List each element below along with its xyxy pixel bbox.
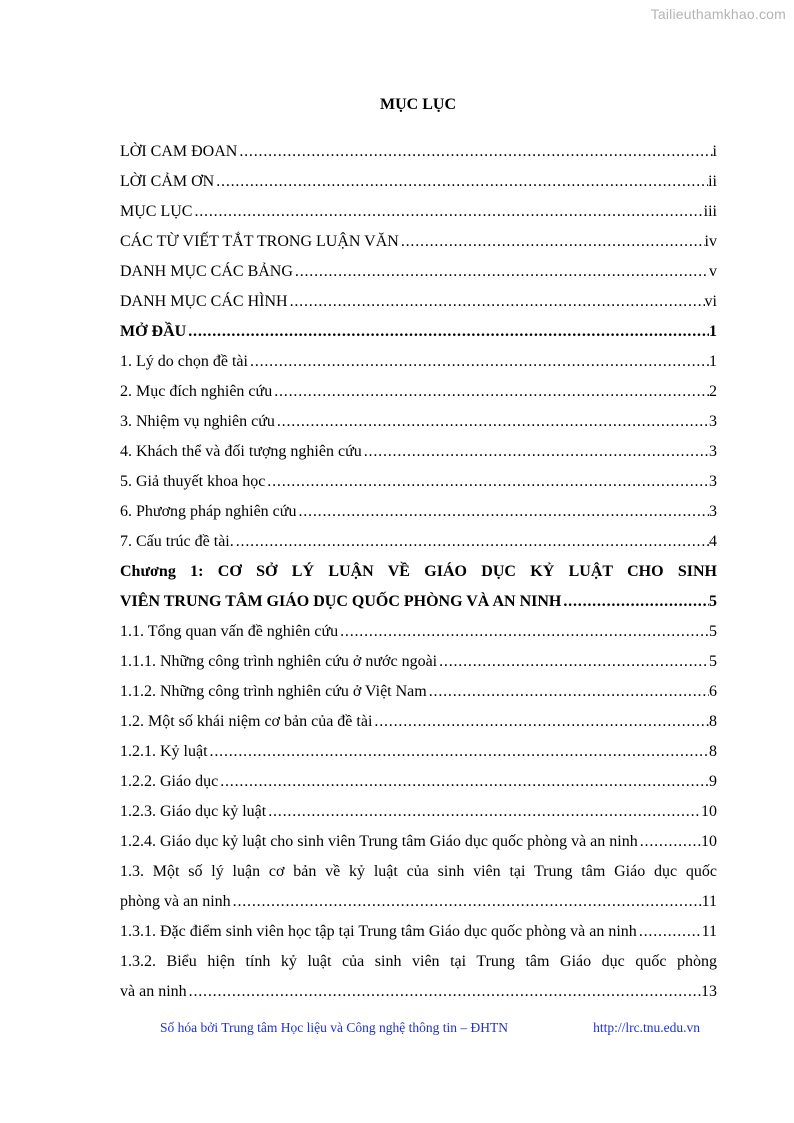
toc-entry-label: 1. Lý do chọn đề tài [120, 353, 248, 370]
dot-leader [638, 827, 701, 857]
toc-entry-page: ii [708, 173, 717, 190]
toc-entry-page: 6 [709, 683, 717, 700]
toc-entry-page: 13 [701, 983, 717, 1000]
toc-entry-label: DANH MỤC CÁC BẢNG [120, 263, 293, 280]
toc-entry-label: CÁC TỪ VIẾT TẮT TRONG LUẬN VĂN [120, 233, 399, 250]
toc-entry-page: 8 [709, 713, 717, 730]
toc-entry[interactable] [120, 227, 717, 257]
dot-leader [437, 647, 709, 677]
dot-leader [338, 617, 709, 647]
dot-leader [231, 887, 702, 917]
toc-chapter-heading-line1[interactable]: Chương 1: CƠ SỞ LÝ LUẬN VỀ GIÁO DỤC KỶ LUẬT CHO SINH [120, 563, 717, 580]
toc-chapter-heading[interactable] [120, 587, 717, 617]
toc-entry-page: 2 [709, 383, 717, 400]
dot-leader [237, 137, 712, 167]
toc-entry-page: 3 [709, 443, 717, 460]
toc-entry-page: i [712, 143, 717, 160]
watermark: Tailieuthamkhao.com [650, 6, 786, 22]
dot-leader [248, 347, 709, 377]
toc-entry-label: 5. Giả thuyết khoa học [120, 473, 266, 490]
toc-entry-page: 4 [709, 533, 717, 550]
toc-entry[interactable] [120, 197, 717, 227]
dot-leader [362, 437, 709, 467]
toc-entry-line1[interactable]: 1.3.2. Biểu hiện tính kỷ luật của sinh viên tại Trung tâm Giáo dục quốc phòng [120, 953, 717, 970]
footer [160, 1020, 700, 1036]
toc-entry[interactable] [120, 257, 717, 287]
dot-leader [275, 407, 709, 437]
toc-entry-label: 4. Khách thể và đối tượng nghiên cứu [120, 443, 362, 460]
toc-entry-page: 5 [709, 653, 717, 670]
toc-entry-page: 9 [709, 773, 717, 790]
toc-entry-label: 1.3.1. Đặc điểm sinh viên học tập tại Trung tâm Giáo dục quốc phòng và an ninh [120, 923, 637, 940]
toc-entry-heading[interactable] [120, 317, 717, 347]
toc-entry[interactable] [120, 917, 717, 947]
toc-entry-label: 1.2. Một số khái niệm cơ bản của đề tài [120, 713, 373, 730]
toc-entry-label: 1.2.2. Giáo dục [120, 773, 219, 790]
toc-entry[interactable] [120, 497, 717, 527]
toc-entry-label: 6. Phương pháp nghiên cứu [120, 503, 297, 520]
toc-entry[interactable] [120, 677, 717, 707]
toc-entry-label: MỞ ĐẦU [120, 323, 187, 340]
toc-entry[interactable] [120, 707, 717, 737]
toc-entry-label: LỜI CẢM ƠN [120, 173, 215, 190]
toc-entry-page: 8 [709, 743, 717, 760]
toc-entry-page: 1 [709, 353, 717, 370]
dot-leader [187, 977, 701, 1007]
footer-source: Số hóa bởi Trung tâm Học liệu và Công nghệ thông tin – ĐHTN [160, 1020, 509, 1035]
toc-entry[interactable] [120, 467, 717, 497]
toc-entry-label: phòng và an ninh [120, 893, 231, 910]
toc-entry-page: v [709, 263, 717, 280]
toc-entry-label: 1.1. Tổng quan vấn đề nghiên cứu [120, 623, 339, 640]
toc-entry-page: vi [704, 293, 717, 310]
toc-entry[interactable] [120, 167, 717, 197]
toc-entry-page: 3 [709, 413, 717, 430]
toc-entry-page: 10 [701, 833, 717, 850]
toc-entry[interactable] [120, 137, 717, 167]
toc-entry[interactable] [120, 377, 717, 407]
toc-entry-label: 1.1.2. Những công trình nghiên cứu ở Việt Nam [120, 683, 427, 700]
toc-entry-label: 1.2.1. Kỷ luật [120, 743, 208, 760]
dot-leader [272, 377, 709, 407]
toc-entry[interactable] [120, 887, 717, 917]
toc-entry[interactable] [120, 647, 717, 677]
toc-entry-label: 7. Cấu trúc đề tài. [120, 533, 234, 550]
toc-entry-page: 1 [709, 323, 717, 340]
page-title: MỤC LỤC [380, 96, 456, 113]
toc-entry-page: 5 [709, 623, 717, 640]
toc-entry[interactable] [120, 287, 717, 317]
footer-url[interactable]: http://lrc.tnu.edu.vn [593, 1020, 700, 1035]
dot-leader [427, 677, 709, 707]
dot-leader [399, 227, 705, 257]
dot-leader [296, 497, 709, 527]
toc-entry-label: 1.1.1. Những công trình nghiên cứu ở nước ngoài [120, 653, 438, 670]
toc-entry-page: 11 [701, 923, 717, 940]
dot-leader [192, 197, 703, 227]
dot-leader [288, 287, 705, 317]
toc-entry-label: 2. Mục đích nghiên cứu [120, 383, 273, 400]
dot-leader [186, 317, 709, 347]
table-of-contents [120, 137, 717, 1007]
toc-entry[interactable] [120, 827, 717, 857]
dot-leader [265, 467, 709, 497]
toc-entry-label: và an ninh [120, 983, 187, 1000]
dot-leader [293, 257, 709, 287]
dot-leader [561, 587, 709, 617]
dot-leader [234, 527, 709, 557]
toc-entry-page: 10 [701, 803, 717, 820]
toc-entry-page: 5 [709, 593, 717, 610]
dot-leader [208, 737, 709, 767]
dot-leader [218, 767, 709, 797]
dot-leader [266, 797, 701, 827]
toc-entry[interactable] [120, 437, 717, 467]
toc-entry[interactable] [120, 407, 717, 437]
toc-entry[interactable] [120, 977, 717, 1007]
toc-entry[interactable] [120, 797, 717, 827]
toc-entry-page: 3 [709, 473, 717, 490]
dot-leader [214, 167, 708, 197]
toc-entry-page: 3 [709, 503, 717, 520]
toc-entry-label: 1.2.3. Giáo dục kỷ luật [120, 803, 267, 820]
dot-leader [372, 707, 709, 737]
toc-entry[interactable] [120, 767, 717, 797]
toc-entry[interactable] [120, 347, 717, 377]
toc-entry-line1[interactable]: 1.3. Một số lý luận cơ bản về kỷ luật của sinh viên tại Trung tâm Giáo dục quốc [120, 863, 717, 880]
toc-entry[interactable] [120, 737, 717, 767]
toc-entry-page: iv [704, 233, 717, 250]
toc-entry-label: 1.2.4. Giáo dục kỷ luật cho sinh viên Trung tâm Giáo dục quốc phòng và an ninh [120, 833, 638, 850]
toc-entry-page: 11 [701, 893, 717, 910]
toc-entry-label: 3. Nhiệm vụ nghiên cứu [120, 413, 275, 430]
toc-entry-label: VIÊN TRUNG TÂM GIÁO DỤC QUỐC PHÒNG VÀ AN NINH [120, 593, 562, 610]
toc-entry-label: LỜI CAM ĐOAN [120, 143, 238, 160]
toc-entry[interactable] [120, 617, 717, 647]
dot-leader [637, 917, 702, 947]
toc-entry-label: DANH MỤC CÁC HÌNH [120, 293, 288, 310]
toc-entry-page: iii [703, 203, 717, 220]
toc-entry[interactable] [120, 527, 717, 557]
toc-entry-label: MỤC LỤC [120, 203, 193, 220]
